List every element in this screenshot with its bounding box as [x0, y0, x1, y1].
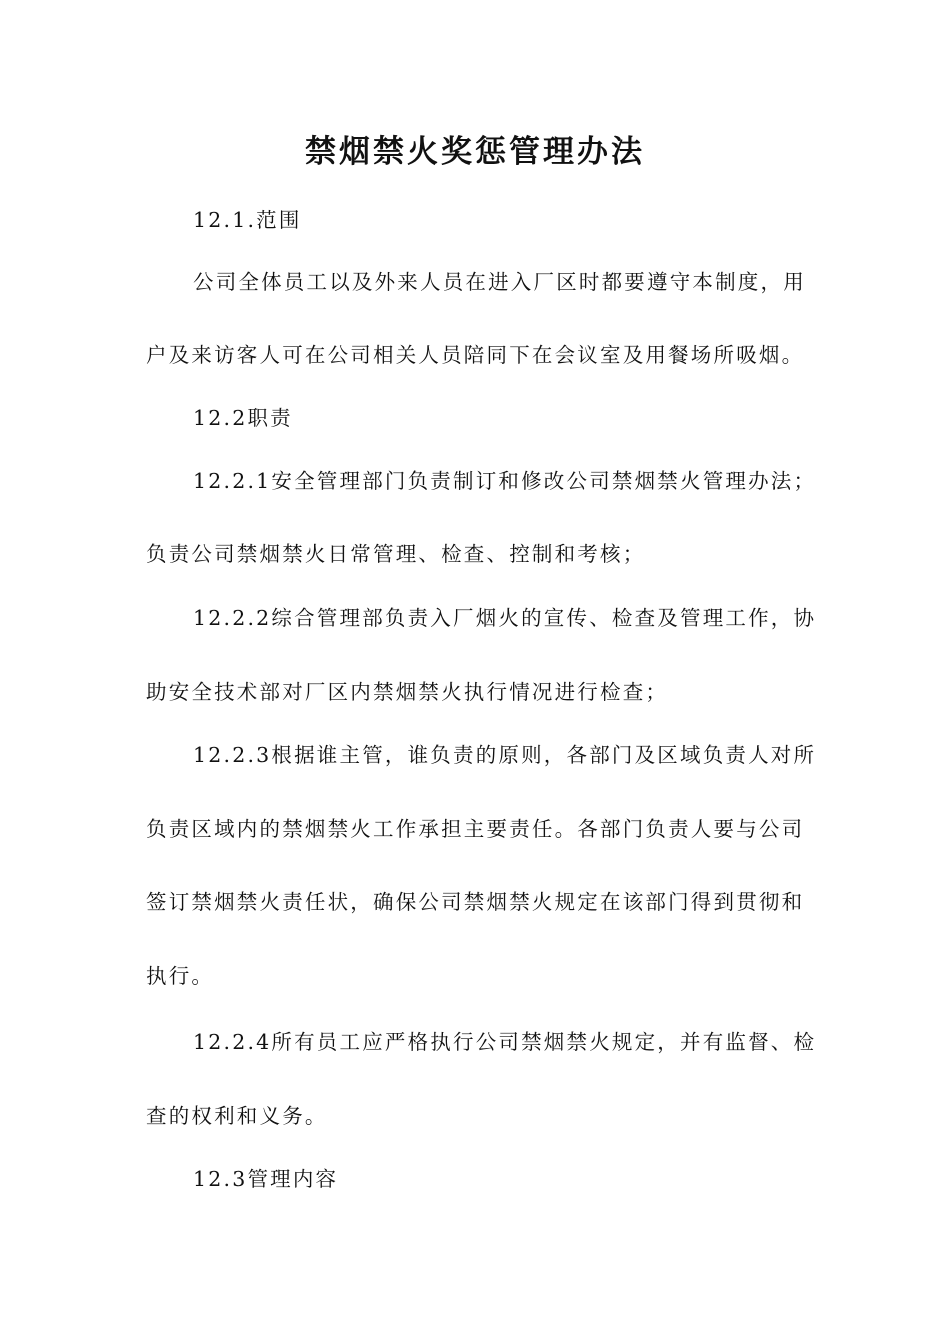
- document-title: 禁烟禁火奖惩管理办法: [305, 134, 645, 170]
- paragraph-line: 签订禁烟禁火责任状，确保公司禁烟禁火规定在该部门得到贯彻和: [146, 890, 805, 914]
- paragraph-line: 户及来访客人可在公司相关人员陪同下在会议室及用餐场所吸烟。: [146, 343, 805, 367]
- section-12-3-heading: 12.3管理内容: [193, 1167, 339, 1191]
- paragraph-line: 12.2.3根据谁主管，谁负责的原则，各部门及区域负责人对所: [193, 743, 817, 767]
- paragraph-line: 12.2.4所有员工应严格执行公司禁烟禁火规定，并有监督、检: [193, 1030, 817, 1054]
- paragraph-line: 12.2.1安全管理部门负责制订和修改公司禁烟禁火管理办法；: [193, 469, 817, 493]
- section-12-1-heading: 12.1.范围: [193, 208, 302, 232]
- paragraph-line: 查的权利和义务。: [146, 1104, 328, 1128]
- paragraph-line: 12.2.2综合管理部负责入厂烟火的宣传、检查及管理工作，协: [193, 606, 817, 630]
- paragraph-line: 负责公司禁烟禁火日常管理、检查、控制和考核；: [146, 542, 646, 566]
- paragraph-line: 公司全体员工以及外来人员在进入厂区时都要遵守本制度，用: [193, 270, 806, 294]
- paragraph-line: 负责区域内的禁烟禁火工作承担主要责任。各部门负责人要与公司: [146, 817, 805, 841]
- section-12-2-heading: 12.2职责: [193, 406, 293, 430]
- paragraph-line: 执行。: [146, 964, 215, 988]
- paragraph-line: 助安全技术部对厂区内禁烟禁火执行情况进行检查；: [146, 680, 669, 704]
